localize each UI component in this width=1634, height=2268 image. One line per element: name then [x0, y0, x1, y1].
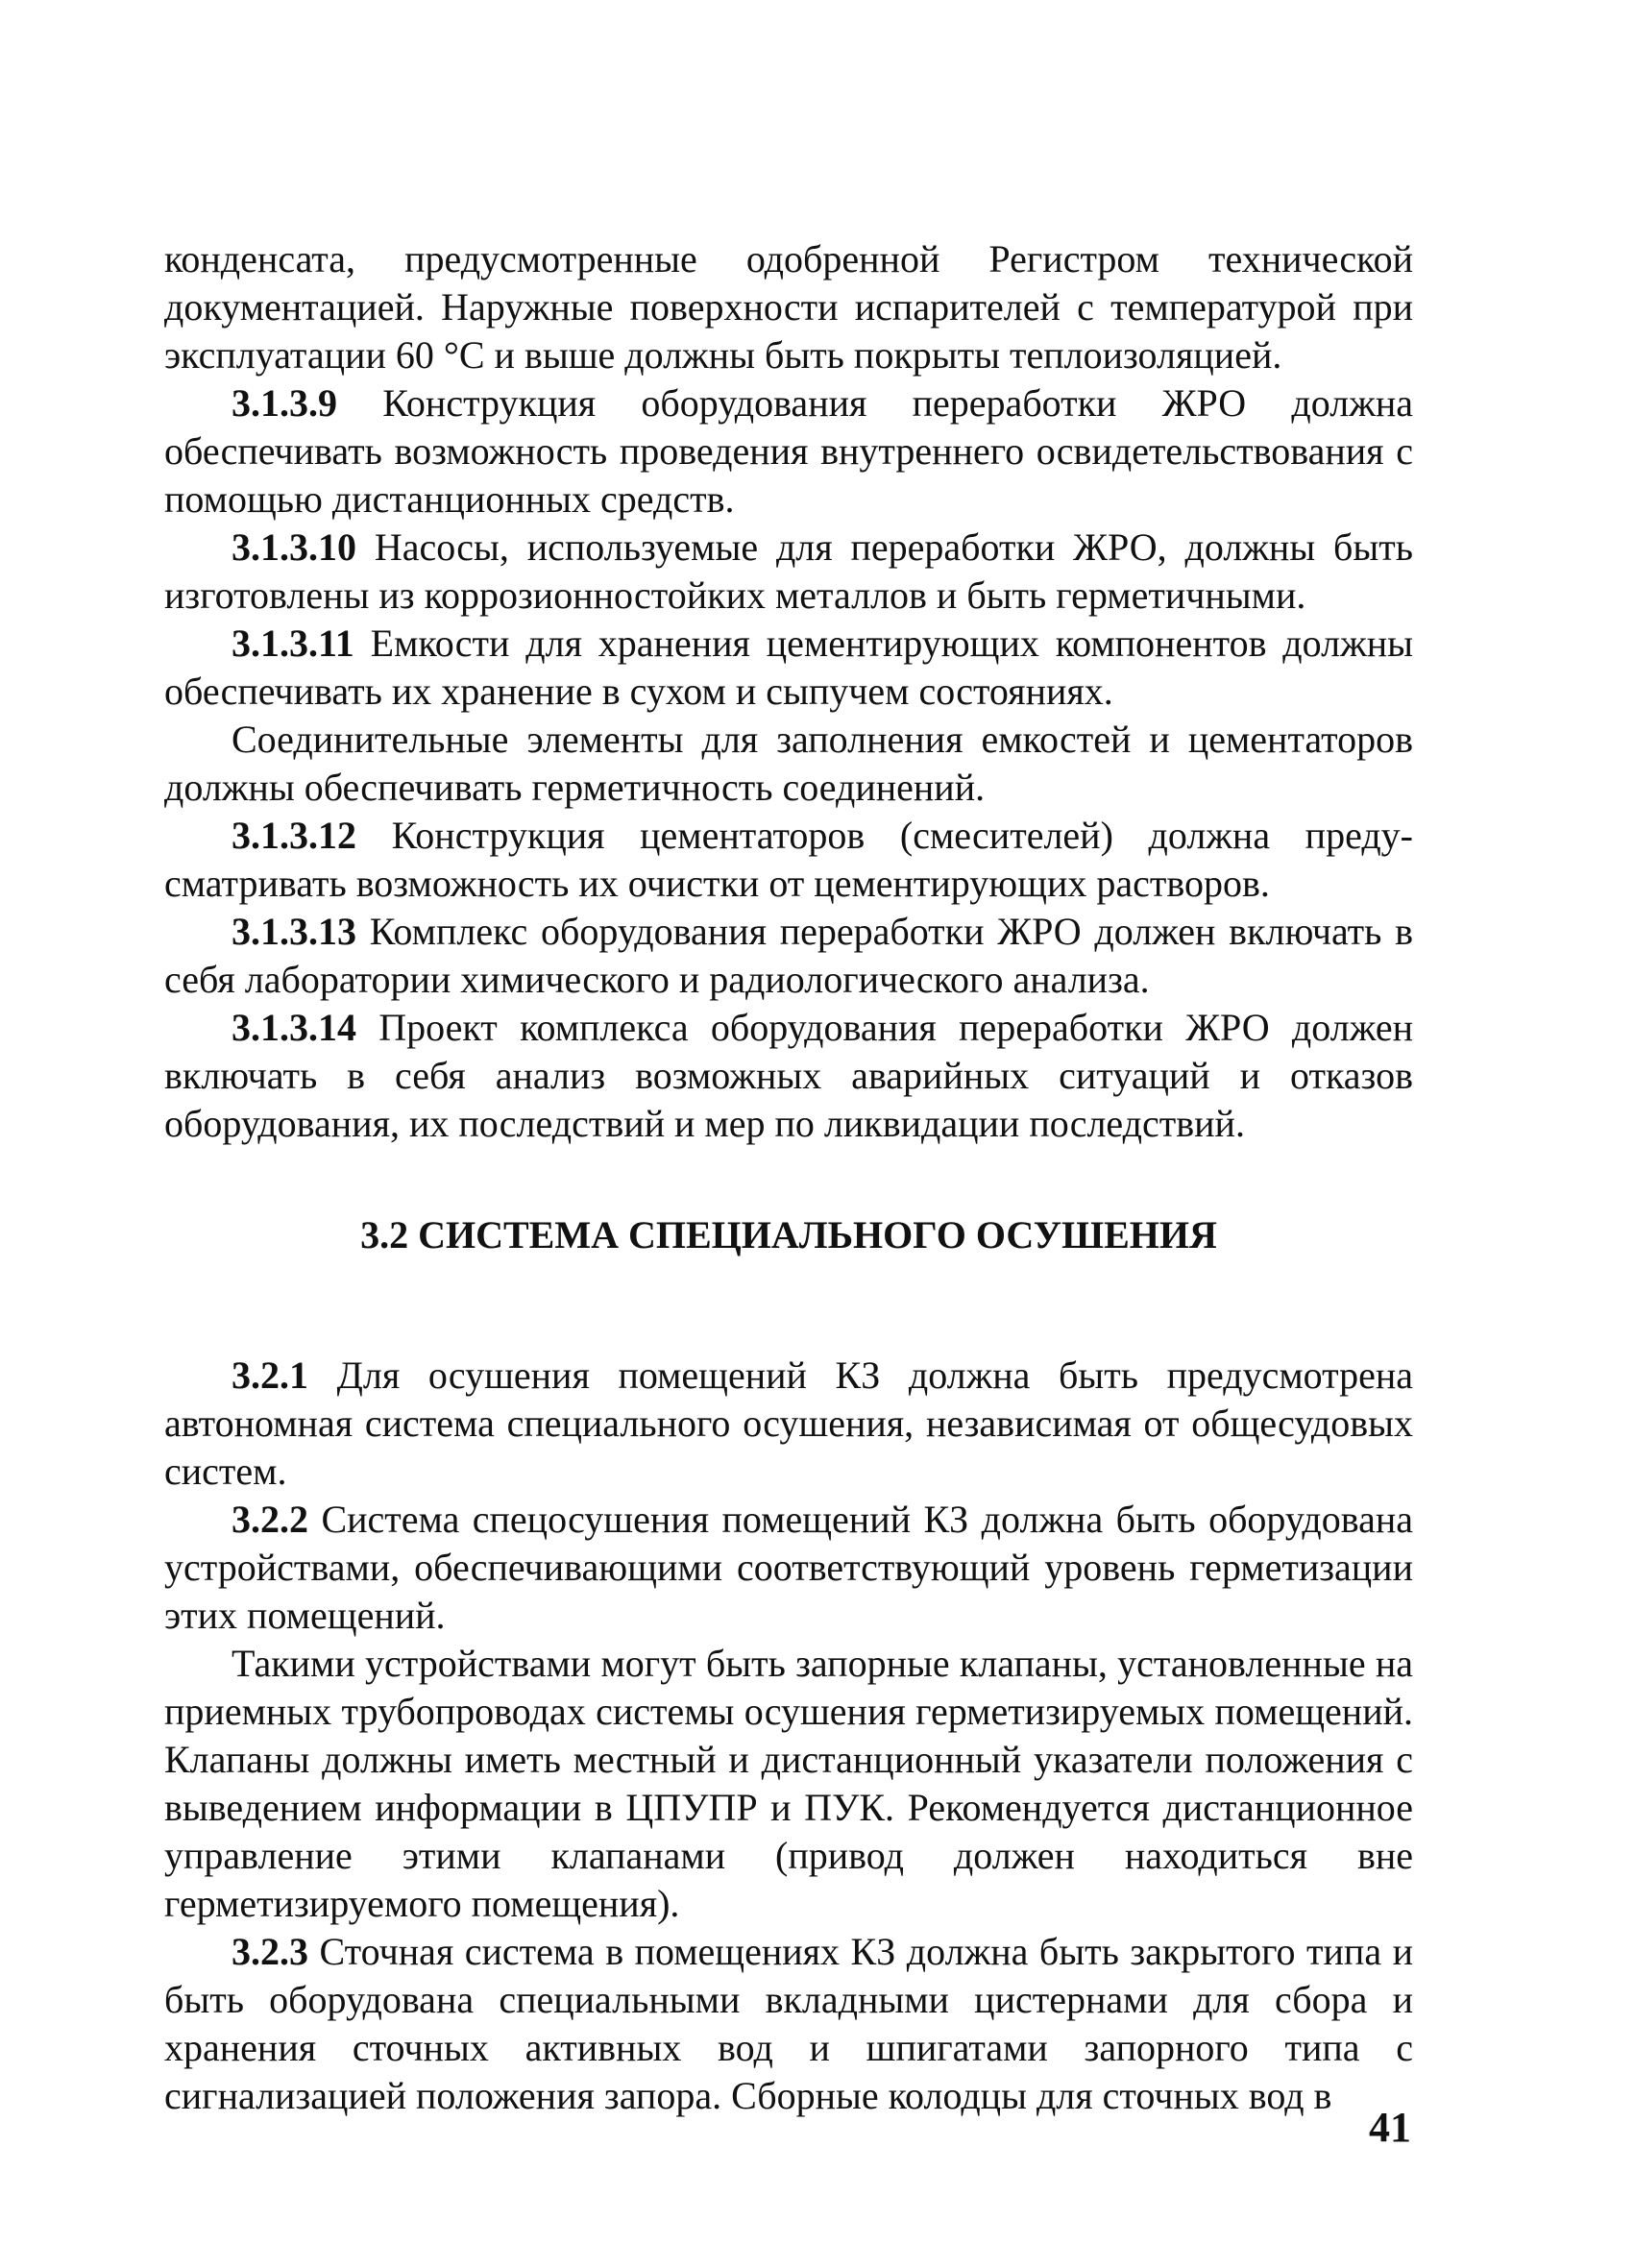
- paragraph-3-2-2: [164, 1496, 1413, 1640]
- paragraph-connecting-elements: [164, 716, 1413, 812]
- clause-number: 3.1.3.12: [232, 814, 356, 857]
- clause-number: 3.2.2: [232, 1498, 308, 1541]
- paragraph-text: Для осушения помещений КЗ должна быть предусмотрена автономная система специального осушения, независимая от общесудовых систем.: [164, 1353, 1413, 1493]
- paragraph-3-2-1: [164, 1352, 1413, 1496]
- paragraph-3-1-3-9: [164, 379, 1413, 524]
- paragraph-3-1-3-12: [164, 812, 1413, 908]
- paragraph-text: Емкости для хранения цементирующих компонентов должны обеспечивать их хранение в сухом и сыпучем состояниях.: [164, 622, 1413, 713]
- paragraph-3-1-3-10: [164, 524, 1413, 620]
- paragraph-text: Насосы, используемые для переработки ЖРО, должны быть изготовлены из коррозионностойких металлов и быть герметичными.: [164, 525, 1413, 617]
- clause-number: 3.1.3.13: [232, 910, 356, 953]
- paragraph-text: Комплекс оборудования переработки ЖРО должен включать в себя лаборатории химического и радиологического анализа.: [164, 910, 1413, 1001]
- paragraph-text: Соединительные элементы для заполнения емкостей и цементаторов должны обеспечивать герметичность соединений.: [164, 718, 1413, 809]
- paragraph-3-1-3-13: [164, 908, 1413, 1004]
- paragraph-text: конденсата, предусмотренные одобренной Регистром технической документацией. Наружные поверхности испарителей с температурой при эксплуатации 60 °С и выше должны быть покрыты теплоизоляцией.: [164, 237, 1413, 377]
- paragraph-text: Система спецосушения помещений КЗ должна быть оборудована устройствами, обеспечивающими соответствующий уровень герметизации этих помещений.: [164, 1498, 1413, 1637]
- clause-number: 3.1.3.11: [232, 622, 354, 665]
- clause-number: 3.2.3: [232, 1930, 308, 1973]
- paragraph-text: Конструкция цементаторов (смесителей) должна предусматривать возможность их очистки от цементирующих растворов.: [164, 814, 1413, 905]
- clause-number: 3.1.3.14: [232, 1006, 356, 1049]
- paragraph-text: Сточная система в помещениях КЗ должна быть закрытого типа и быть оборудована специальными вкладными цистернами для сбора и хранения сточных активных вод и шпигатами запорного типа с сигнализацией положения запора. Сборные колодцы для сточных вод в: [164, 1930, 1413, 2117]
- section-heading: 3.2 СИСТЕМА СПЕЦИАЛЬНОГО ОСУШЕНИЯ: [360, 1213, 1217, 1256]
- clause-number: 3.2.1: [232, 1353, 308, 1397]
- clause-number: 3.1.3.9: [232, 381, 337, 425]
- paragraph-3-2-3: [164, 1928, 1413, 2120]
- paragraph-valves: [164, 1640, 1413, 1928]
- paragraph-text: Такими устройствами могут быть запорные клапаны, установленные на приемных трубопроводах системы осушения герметизируемых помещений. Клапаны должны иметь местный и дистанционный указатели положения с выведением информации в ЦПУПР и ПУК. Рекомендуется дистанционное управление этими клапанами (привод должен находиться вне герметизируемого помещения).: [164, 1642, 1413, 1925]
- clause-number: 3.1.3.10: [232, 525, 356, 569]
- page-number: 41: [1369, 2104, 1411, 2151]
- paragraph-3-1-3-14: [164, 1004, 1413, 1148]
- paragraph-text: Проект комплекса оборудования переработки ЖРО должен включать в себя анализ возможных аварийных ситуаций и отказов оборудования, их последствий и мер по ликвидации последствий.: [164, 1006, 1413, 1145]
- body-text: [164, 235, 1413, 2120]
- paragraph-text: Конструкция оборудования переработки ЖРО должна обеспечивать возможность проведения внутреннего освидетельствования с помощью дистанционных средств.: [164, 381, 1413, 521]
- paragraph-3-1-3-11: [164, 620, 1413, 716]
- paragraph-continuation: [164, 235, 1413, 379]
